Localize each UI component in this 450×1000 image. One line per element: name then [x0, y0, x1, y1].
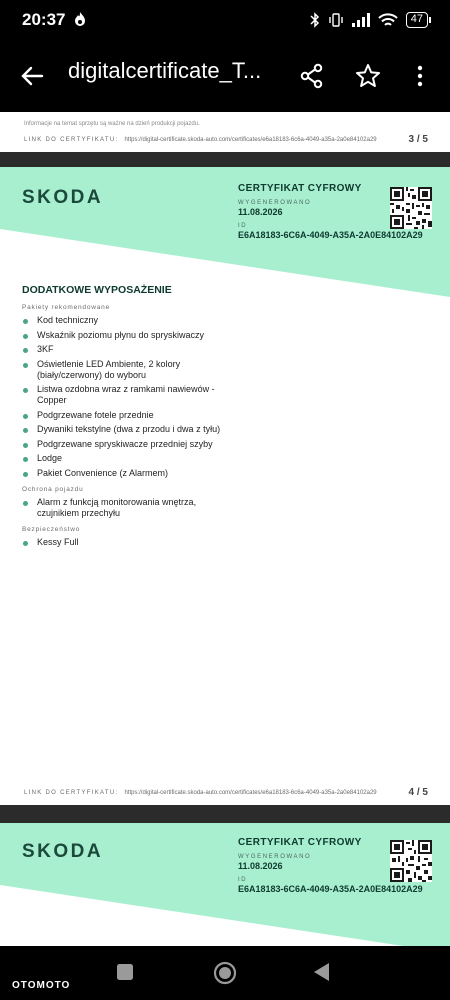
id-label: ID [238, 877, 248, 883]
equipment-list [22, 297, 322, 551]
app-bar [0, 40, 450, 112]
list-item: 3KF [22, 344, 227, 355]
list-item: Alarm z funkcją monitorowania wnętrza, czujnikiem przechyłu [22, 497, 227, 519]
group-label: Pakiety rekomendowane [22, 304, 110, 311]
back-arrow-icon[interactable] [18, 62, 46, 90]
equipment-group-recommended [22, 315, 322, 479]
share-icon[interactable] [298, 62, 326, 90]
watermark: OTOMOTO [12, 980, 71, 991]
certificate-link[interactable]: https://digital-certificate.skoda-auto.com/certificates/e6a18183-6c6a-4049-a35a-2a0e84102a29 [124, 136, 377, 143]
status-time: 20:37 [22, 10, 66, 29]
back-triangle-icon[interactable] [312, 962, 330, 982]
list-item: Podgrzewane spryskiwacze przedniej szyby [22, 439, 227, 450]
section-title: DODATKOWE WYPOSAŻENIE [22, 284, 172, 296]
vibrate-icon [328, 12, 344, 28]
list-item: Listwa ozdobna wraz z ramkami nawiewów - Copper [22, 384, 227, 406]
link-label: LINK DO CERTYFIKATU: [24, 136, 119, 143]
certificate-id: E6A18183-6C6A-4049-A35A-2A0E84102A29 [238, 230, 423, 240]
pdf-page-5 [0, 823, 450, 963]
flame-icon [72, 11, 88, 27]
pdf-page-3 [0, 112, 450, 152]
page-note: Informacje na temat sprzętu są ważne na dzień produkcji pojazdu. [24, 121, 200, 127]
certificate-link[interactable]: https://digital-certificate.skoda-auto.com/certificates/e6a18183-6c6a-4049-a35a-2a0e84102a29 [124, 789, 377, 796]
pdf-page-4 [0, 167, 450, 805]
group-label: Ochrona pojazdu [22, 485, 84, 493]
page-number: 4 / 5 [408, 787, 428, 798]
document-title: digitalcertificate_T... [68, 58, 262, 83]
link-label: LINK DO CERTYFIKATU: [24, 789, 119, 796]
star-icon[interactable] [354, 62, 382, 90]
list-item: Pakiet Convenience (z Alarmem) [22, 468, 227, 479]
certificate-link-row [24, 787, 428, 798]
qr-code-icon [390, 840, 432, 882]
certificate-title: CERTYFIKAT CYFROWY [238, 837, 362, 848]
bullet-icon [23, 541, 28, 546]
bullet-icon [23, 443, 28, 448]
list-item: Lodge [22, 453, 227, 464]
generated-date: 11.08.2026 [238, 861, 283, 871]
status-icons [310, 10, 428, 30]
list-item: Kod techniczny [22, 315, 227, 326]
navigation-bar [0, 946, 450, 1000]
list-item: Podgrzewane fotele przednie [22, 410, 227, 421]
bullet-icon [23, 334, 28, 339]
signal-icon [352, 13, 370, 27]
skoda-logo: SKODA [22, 187, 104, 208]
generated-date: 11.08.2026 [238, 207, 283, 217]
list-item: Kessy Full [22, 537, 227, 548]
bullet-icon [23, 348, 28, 353]
recent-apps-icon[interactable] [116, 963, 134, 981]
bullet-icon [23, 501, 28, 506]
status-bar [0, 0, 450, 40]
more-vert-icon[interactable] [406, 62, 434, 90]
home-icon[interactable] [212, 960, 238, 986]
bullet-icon [23, 457, 28, 462]
generated-label: WYGENEROWANO [238, 200, 312, 206]
bluetooth-icon [310, 12, 320, 28]
group-label: Bezpieczeństwo [22, 525, 81, 533]
wifi-icon [378, 13, 398, 28]
id-label: ID [238, 223, 248, 229]
list-item: Wskaźnik poziomu płynu do spryskiwaczy [22, 330, 227, 341]
skoda-logo: SKODA [22, 841, 104, 862]
list-item: Dywaniki tekstylne (dwa z przodu i dwa z tyłu) [22, 424, 227, 435]
bullet-icon [23, 414, 28, 419]
bullet-icon [23, 363, 28, 368]
document-viewer[interactable] [0, 112, 450, 946]
certificate-link-row [24, 134, 428, 145]
equipment-group-protection [22, 497, 322, 519]
list-item: Oświetlenie LED Ambiente, 2 kolory (biały/czerwony) do wyboru [22, 359, 227, 381]
bullet-icon [23, 472, 28, 477]
bullet-icon [23, 428, 28, 433]
certificate-title: CERTYFIKAT CYFROWY [238, 183, 362, 194]
certificate-id: E6A18183-6C6A-4049-A35A-2A0E84102A29 [238, 884, 423, 894]
equipment-group-safety [22, 537, 322, 548]
bullet-icon [23, 388, 28, 393]
bullet-icon [23, 319, 28, 324]
battery-icon: 47 [406, 12, 428, 28]
qr-code-icon [390, 187, 432, 229]
page-number: 3 / 5 [408, 134, 428, 145]
generated-label: WYGENEROWANO [238, 854, 312, 860]
